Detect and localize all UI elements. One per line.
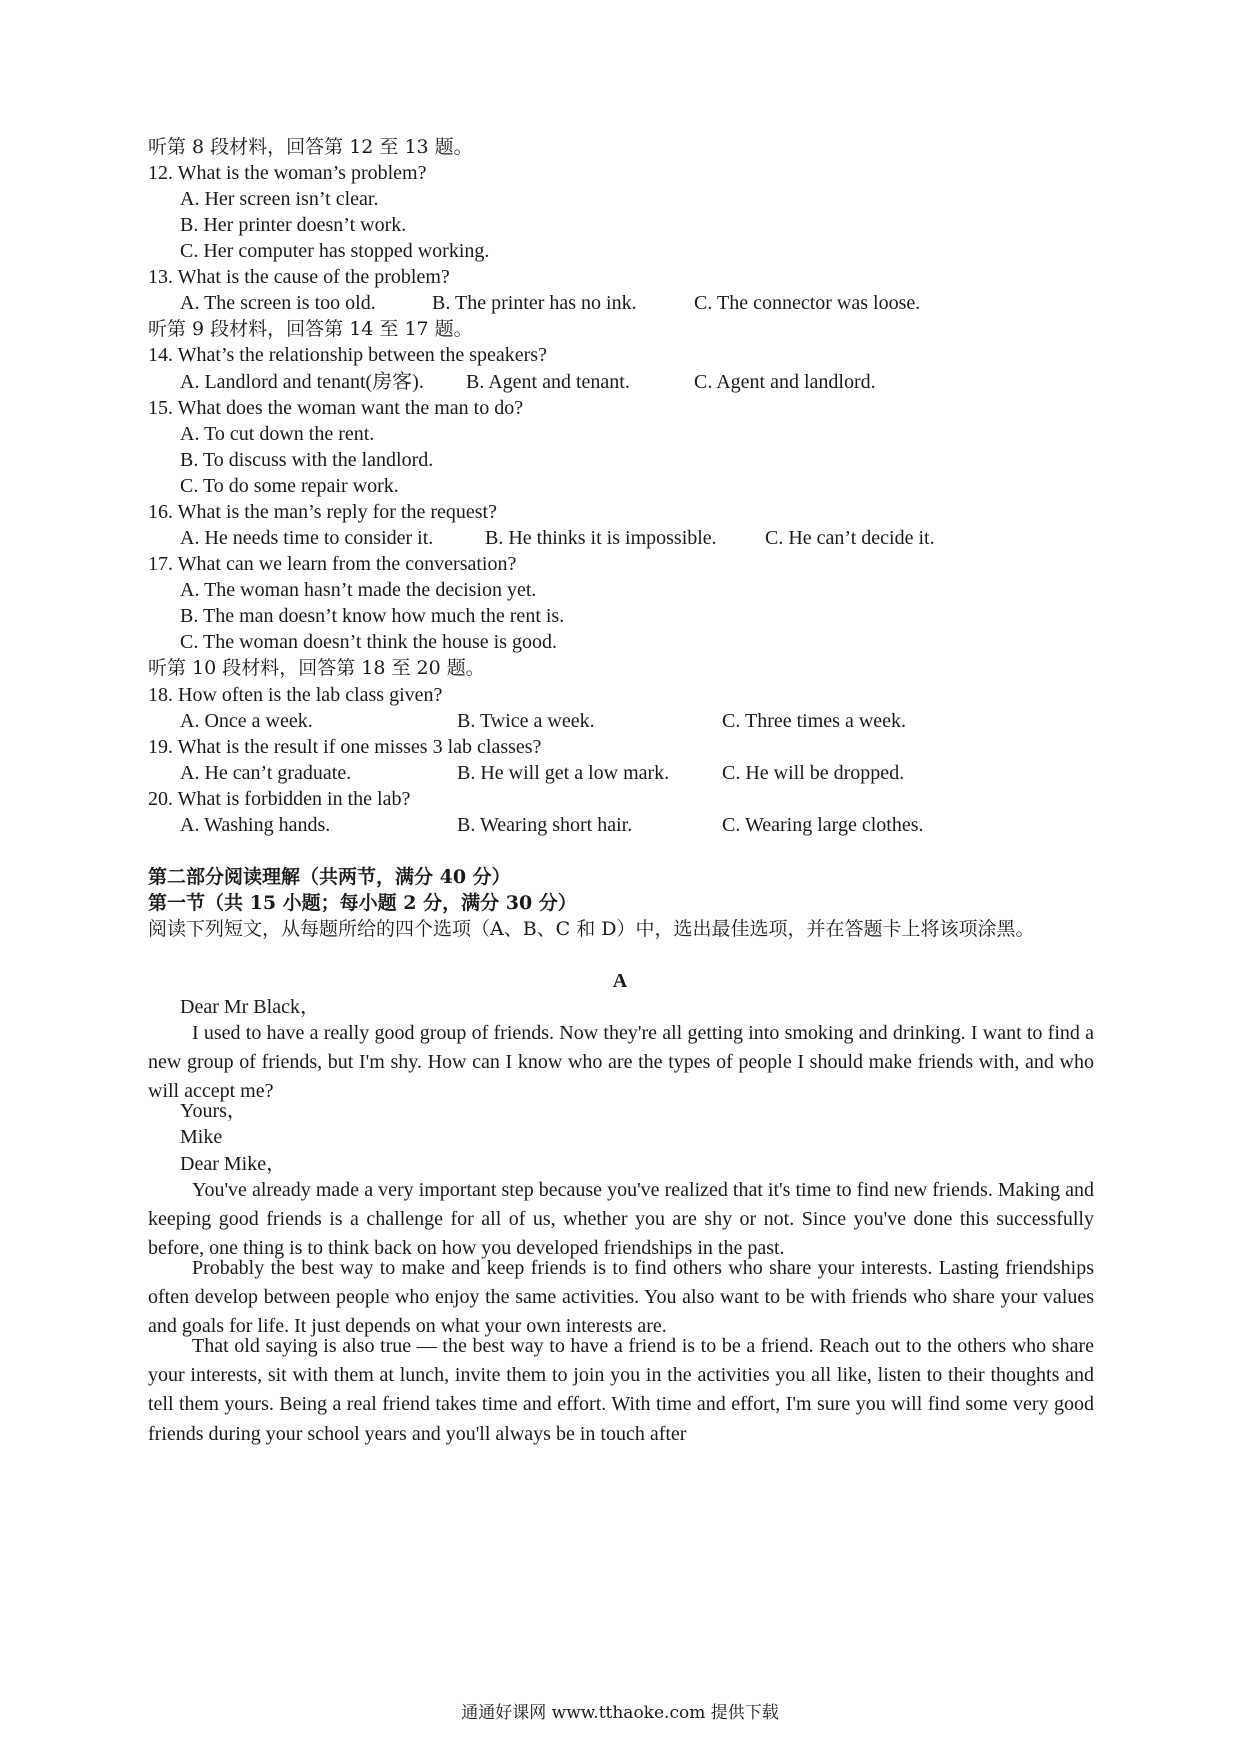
- reading-instructions: 阅读下列短文，从每题所给的四个选项（A、B、C 和 D）中，选出最佳选项，并在答题卡上将该项涂黑。: [148, 918, 1035, 940]
- letter2-greeting: Dear Mike，: [180, 1153, 287, 1175]
- q20-stem: 20. What is forbidden in the lab?: [148, 788, 411, 810]
- q12-stem: 12. What is the woman’s problem?: [148, 162, 427, 184]
- passage-label: A: [612, 970, 628, 992]
- section9-header: 听第 9 段材料，回答第 14 至 17 题。: [148, 318, 473, 340]
- letter1-closing: Yours，: [180, 1100, 247, 1122]
- q15-option-a: A. To cut down the rent.: [180, 423, 375, 445]
- q17-option-a: A. The woman hasn’t made the decision yet.: [180, 579, 537, 601]
- q17-option-b: B. The man doesn’t know how much the rent is.: [180, 605, 565, 627]
- q19-option-b: B. He will get a low mark.: [457, 762, 670, 784]
- q12-option-c: C. Her computer has stopped working.: [180, 240, 490, 262]
- q13-option-a: A. The screen is too old.: [180, 292, 376, 314]
- section1-title: 第一节（共 15 小题；每小题 2 分，满分 30 分）: [148, 892, 577, 914]
- q18-option-c: C. Three times a week.: [722, 710, 907, 732]
- letter1-signature: Mike: [180, 1126, 223, 1148]
- q20-option-b: B. Wearing short hair.: [457, 814, 633, 836]
- q18-option-b: B. Twice a week.: [457, 710, 595, 732]
- letter1-body: I used to have a really good group of friends. Now they're all getting into smoking and drinking. I want to find a new group of friends, but I'm shy. How can I know who are the types of people I should make friends with, and who will accept me?: [148, 1022, 1094, 1103]
- q14-stem: 14. What’s the relationship between the speakers?: [148, 344, 547, 366]
- q20-option-c: C. Wearing large clothes.: [722, 814, 924, 836]
- q16-option-c: C. He can’t decide it.: [765, 527, 935, 549]
- q19-option-c: C. He will be dropped.: [722, 762, 905, 784]
- q17-option-c: C. The woman doesn’t think the house is good.: [180, 631, 558, 653]
- part2-title: 第二部分阅读理解（共两节，满分 40 分）: [148, 866, 511, 888]
- q15-stem: 15. What does the woman want the man to do?: [148, 397, 524, 419]
- q14-option-b: B. Agent and tenant.: [466, 371, 630, 393]
- q13-option-b: B. The printer has no ink.: [432, 292, 637, 314]
- q16-stem: 16. What is the man’s reply for the request?: [148, 501, 497, 523]
- q12-option-b: B. Her printer doesn’t work.: [180, 214, 407, 236]
- letter2-paragraph-1: You've already made a very important step because you've realized that it's time to find new friends. Making and keeping good friends is a challenge for all of us, whether you are shy or not. Since you've done this successfully before, one thing is to think back on how you developed friendships in the past.: [148, 1179, 1094, 1260]
- q19-option-a: A. He can’t graduate.: [180, 762, 352, 784]
- q20-option-a: A. Washing hands.: [180, 814, 331, 836]
- q16-option-b: B. He thinks it is impossible.: [485, 527, 717, 549]
- q13-stem: 13. What is the cause of the problem?: [148, 266, 450, 288]
- q15-option-c: C. To do some repair work.: [180, 475, 399, 497]
- section8-header: 听第 8 段材料，回答第 12 至 13 题。: [148, 136, 473, 158]
- q18-stem: 18. How often is the lab class given?: [148, 684, 443, 706]
- letter1-greeting: Dear Mr Black，: [180, 996, 320, 1018]
- page-footer: 通通好课网 www.tthaoke.com 提供下载: [461, 1703, 779, 1723]
- q18-option-a: A. Once a week.: [180, 710, 313, 732]
- q14-option-a: A. Landlord and tenant(房客).: [180, 371, 424, 393]
- q14-option-c: C. Agent and landlord.: [694, 371, 876, 393]
- q15-option-b: B. To discuss with the landlord.: [180, 449, 434, 471]
- q16-option-a: A. He needs time to consider it.: [180, 527, 434, 549]
- q17-stem: 17. What can we learn from the conversation?: [148, 553, 517, 575]
- letter2-paragraph-2: Probably the best way to make and keep friends is to find others who share your interests. Lasting friendships often develop between people who enjoy the same activities. You also want to be with friends who share your values and goals for life. It just depends on what your own interests are.: [148, 1257, 1094, 1338]
- section10-header: 听第 10 段材料，回答第 18 至 20 题。: [148, 657, 485, 679]
- q12-option-a: A. Her screen isn’t clear.: [180, 188, 379, 210]
- q19-stem: 19. What is the result if one misses 3 lab classes?: [148, 736, 542, 758]
- q13-option-c: C. The connector was loose.: [694, 292, 921, 314]
- letter2-paragraph-3: That old saying is also true — the best way to have a friend is to be a friend. Reach out to the others who share your interests, sit with them at lunch, invite them to join you in the activities you all like, listen to their thoughts and tell them yours. Being a real friend takes time and effort. With time and effort, I'm sure you will find some very good friends during your school years and you'll always be in touch after: [148, 1335, 1094, 1445]
